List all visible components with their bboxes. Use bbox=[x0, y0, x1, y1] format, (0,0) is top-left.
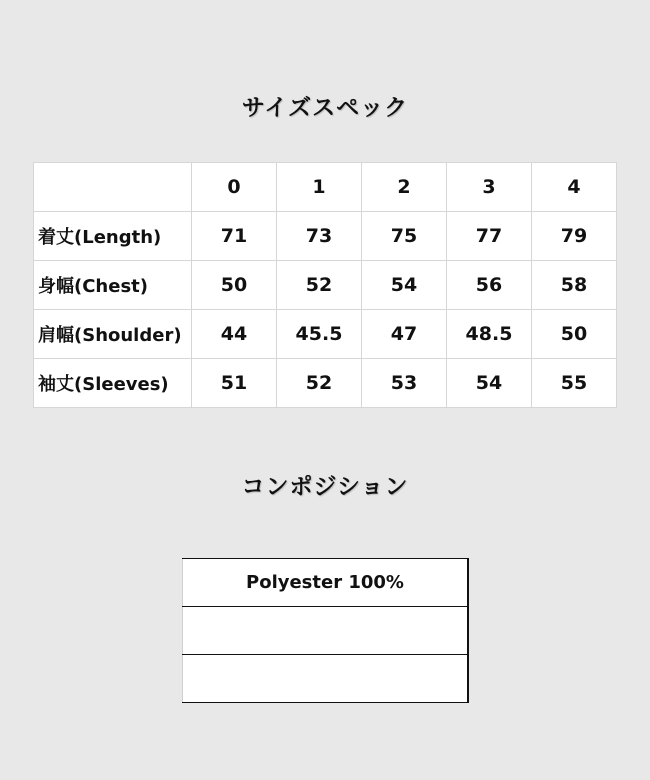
header-cell-size-1: 1 bbox=[277, 163, 362, 212]
table-cell: 50 bbox=[532, 310, 617, 359]
table-cell: 79 bbox=[532, 212, 617, 261]
table-cell: 52 bbox=[277, 359, 362, 408]
row-label-length: 着丈(Length) bbox=[34, 212, 192, 261]
table-cell: 45.5 bbox=[277, 310, 362, 359]
table-row bbox=[183, 655, 469, 703]
header-cell-size-0: 0 bbox=[192, 163, 277, 212]
table-cell: 58 bbox=[532, 261, 617, 310]
row-label-chest: 身幅(Chest) bbox=[34, 261, 192, 310]
table-cell: 51 bbox=[192, 359, 277, 408]
size-spec-table bbox=[33, 162, 617, 408]
header-cell-size-2: 2 bbox=[362, 163, 447, 212]
composition-table bbox=[182, 558, 469, 703]
table-cell: 47 bbox=[362, 310, 447, 359]
header-cell-empty bbox=[34, 163, 192, 212]
table-cell: 50 bbox=[192, 261, 277, 310]
row-label-shoulder: 肩幅(Shoulder) bbox=[34, 310, 192, 359]
table-row-shoulder bbox=[34, 310, 617, 359]
size-header-row bbox=[34, 163, 617, 212]
table-cell: 71 bbox=[192, 212, 277, 261]
row-label-sleeves: 袖丈(Sleeves) bbox=[34, 359, 192, 408]
table-cell: 52 bbox=[277, 261, 362, 310]
header-cell-size-4: 4 bbox=[532, 163, 617, 212]
table-cell: 54 bbox=[447, 359, 532, 408]
composition-cell-empty bbox=[183, 607, 469, 655]
table-cell: 48.5 bbox=[447, 310, 532, 359]
table-cell: 56 bbox=[447, 261, 532, 310]
table-row bbox=[183, 559, 469, 607]
table-cell: 53 bbox=[362, 359, 447, 408]
table-row-chest bbox=[34, 261, 617, 310]
header-cell-size-3: 3 bbox=[447, 163, 532, 212]
table-cell: 73 bbox=[277, 212, 362, 261]
table-cell: 54 bbox=[362, 261, 447, 310]
table-cell: 55 bbox=[532, 359, 617, 408]
composition-cell-material: Polyester 100% bbox=[183, 559, 469, 607]
table-row bbox=[183, 607, 469, 655]
table-cell: 77 bbox=[447, 212, 532, 261]
table-cell: 75 bbox=[362, 212, 447, 261]
table-row-sleeves bbox=[34, 359, 617, 408]
table-cell: 44 bbox=[192, 310, 277, 359]
composition-title: コンポジション bbox=[241, 474, 409, 500]
composition-cell-empty bbox=[183, 655, 469, 703]
table-row-length bbox=[34, 212, 617, 261]
size-spec-title: サイズスペック bbox=[241, 95, 409, 121]
